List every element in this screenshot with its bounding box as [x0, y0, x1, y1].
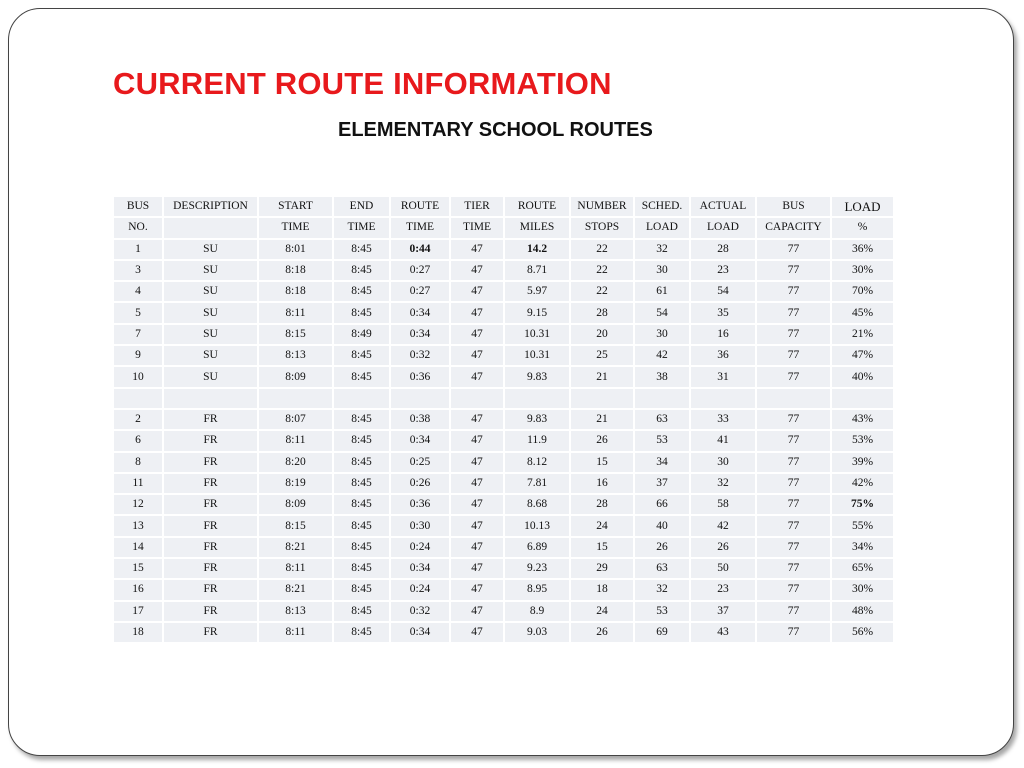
table-cell: 0:27	[391, 282, 449, 301]
table-cell: 25	[571, 346, 633, 365]
table-cell: 9.03	[505, 623, 569, 642]
table-cell: TIER	[451, 197, 503, 216]
table-cell: 28	[691, 240, 755, 259]
table-cell: 37	[691, 602, 755, 621]
table-cell: 15	[571, 453, 633, 472]
table-cell: 8:45	[334, 303, 389, 322]
table-cell: 77	[757, 559, 830, 578]
table-cell: 63	[635, 410, 689, 429]
table-cell: 8:18	[259, 282, 332, 301]
table-cell: 77	[757, 367, 830, 386]
table-cell: 66	[635, 495, 689, 514]
table-cell: 32	[635, 240, 689, 259]
table-cell: 0:24	[391, 538, 449, 557]
table-cell: 47	[451, 431, 503, 450]
table-cell: 24	[571, 602, 633, 621]
table-cell: 10.31	[505, 346, 569, 365]
table-separator-row	[114, 389, 893, 408]
table-cell: 47	[451, 410, 503, 429]
table-cell: 10	[114, 367, 162, 386]
table-cell: LOAD	[832, 197, 893, 216]
table-cell: FR	[164, 431, 257, 450]
table-cell-empty	[691, 389, 755, 408]
table-cell: 26	[635, 538, 689, 557]
table-row	[114, 410, 893, 429]
table-cell: FR	[164, 453, 257, 472]
table-cell: 47	[451, 367, 503, 386]
table-cell: 8:15	[259, 516, 332, 535]
table-cell: 11.9	[505, 431, 569, 450]
table-cell: 14.2	[505, 240, 569, 259]
table-cell: 50	[691, 559, 755, 578]
table-cell: 8:45	[334, 559, 389, 578]
table-header-row	[114, 218, 893, 237]
table-cell: 0:38	[391, 410, 449, 429]
table-cell: 47	[451, 474, 503, 493]
table-cell: 47	[451, 602, 503, 621]
table-cell: 54	[691, 282, 755, 301]
table-cell: FR	[164, 602, 257, 621]
table-cell: 77	[757, 410, 830, 429]
table-cell: 8:11	[259, 303, 332, 322]
table-cell: 0:30	[391, 516, 449, 535]
table-cell: 28	[571, 303, 633, 322]
table-cell: 8:11	[259, 623, 332, 642]
table-cell: SU	[164, 346, 257, 365]
table-cell: 47	[451, 559, 503, 578]
table-cell: 47	[451, 325, 503, 344]
table-cell: 0:25	[391, 453, 449, 472]
table-cell: NO.	[114, 218, 162, 237]
table-row	[114, 346, 893, 365]
table-cell: TIME	[451, 218, 503, 237]
table-cell: 54	[635, 303, 689, 322]
table-cell: 77	[757, 303, 830, 322]
table-cell-empty	[571, 389, 633, 408]
table-cell: 0:24	[391, 580, 449, 599]
table-cell: 47	[451, 282, 503, 301]
table-cell: 8:09	[259, 367, 332, 386]
table-cell: TIME	[391, 218, 449, 237]
table-row	[114, 431, 893, 450]
table-cell: 75%	[832, 495, 893, 514]
table-cell-empty	[635, 389, 689, 408]
table-cell: 23	[691, 580, 755, 599]
table-cell: 70%	[832, 282, 893, 301]
table-row	[114, 516, 893, 535]
table-cell: 53	[635, 602, 689, 621]
table-cell: 16	[571, 474, 633, 493]
table-cell: 0:34	[391, 623, 449, 642]
table-cell: 34	[635, 453, 689, 472]
table-row	[114, 559, 893, 578]
table-cell-empty	[451, 389, 503, 408]
table-cell: 8:45	[334, 516, 389, 535]
table-cell: START	[259, 197, 332, 216]
table-cell: 9.83	[505, 367, 569, 386]
table-cell: 0:27	[391, 261, 449, 280]
table-row	[114, 538, 893, 557]
table-row	[114, 453, 893, 472]
table-cell: 8:09	[259, 495, 332, 514]
table-cell: SU	[164, 325, 257, 344]
table-cell: 0:36	[391, 495, 449, 514]
table-cell: 8:45	[334, 538, 389, 557]
table-cell: 77	[757, 240, 830, 259]
table-cell: 58	[691, 495, 755, 514]
table-cell: 31	[691, 367, 755, 386]
table-cell: 8:45	[334, 410, 389, 429]
table-cell: 77	[757, 453, 830, 472]
table-row	[114, 367, 893, 386]
table-cell: 77	[757, 261, 830, 280]
table-cell-empty	[114, 389, 162, 408]
table-cell: FR	[164, 623, 257, 642]
table-cell-empty	[391, 389, 449, 408]
table-cell-empty	[164, 389, 257, 408]
table-cell: 47	[451, 346, 503, 365]
table-cell: 2	[114, 410, 162, 429]
table-cell: 8:45	[334, 346, 389, 365]
table-cell: LOAD	[635, 218, 689, 237]
table-cell: 20	[571, 325, 633, 344]
table-row	[114, 303, 893, 322]
table-cell: 1	[114, 240, 162, 259]
table-cell: 47	[451, 453, 503, 472]
table-cell: 21%	[832, 325, 893, 344]
table-cell: 39%	[832, 453, 893, 472]
table-cell: DESCRIPTION	[164, 197, 257, 216]
table-cell: 8:45	[334, 495, 389, 514]
table-cell: 14	[114, 538, 162, 557]
table-cell: FR	[164, 559, 257, 578]
table-cell: SU	[164, 282, 257, 301]
table-cell: 77	[757, 282, 830, 301]
table-cell: FR	[164, 495, 257, 514]
table-cell: 8:45	[334, 261, 389, 280]
table-cell: LOAD	[691, 218, 755, 237]
table-cell: 48%	[832, 602, 893, 621]
table-row	[114, 580, 893, 599]
table-cell: 8.71	[505, 261, 569, 280]
table-cell: 8.12	[505, 453, 569, 472]
table-cell: 61	[635, 282, 689, 301]
table-cell: 53	[635, 431, 689, 450]
table-cell: 8:13	[259, 602, 332, 621]
table-cell-empty	[259, 389, 332, 408]
table-cell: 35	[691, 303, 755, 322]
table-cell: 47%	[832, 346, 893, 365]
table-cell: 5.97	[505, 282, 569, 301]
table-row	[114, 240, 893, 259]
table-cell: 8:21	[259, 580, 332, 599]
table-cell: 24	[571, 516, 633, 535]
table-cell: SU	[164, 240, 257, 259]
table-cell: 5	[114, 303, 162, 322]
table-cell: 8:19	[259, 474, 332, 493]
table-cell: BUS	[114, 197, 162, 216]
table-cell: NUMBER	[571, 197, 633, 216]
table-cell: 8:45	[334, 453, 389, 472]
table-cell: 65%	[832, 559, 893, 578]
table-cell: FR	[164, 410, 257, 429]
table-header-row	[114, 197, 893, 216]
table-cell: SCHED.	[635, 197, 689, 216]
table-cell: 34%	[832, 538, 893, 557]
table-cell: 18	[114, 623, 162, 642]
table-cell: 21	[571, 367, 633, 386]
table-cell: 30	[691, 453, 755, 472]
table-cell: TIME	[334, 218, 389, 237]
table-cell: 4	[114, 282, 162, 301]
table-cell: 6.89	[505, 538, 569, 557]
table-cell-empty	[757, 389, 830, 408]
table-row	[114, 623, 893, 642]
table-cell: TIME	[259, 218, 332, 237]
table-cell: ROUTE	[391, 197, 449, 216]
table-cell: 8:21	[259, 538, 332, 557]
table-cell: 10.13	[505, 516, 569, 535]
table-cell: 77	[757, 474, 830, 493]
table-cell: 8:11	[259, 559, 332, 578]
table-cell: 11	[114, 474, 162, 493]
table-cell: 30%	[832, 580, 893, 599]
table-cell: 47	[451, 240, 503, 259]
table-cell: 42	[635, 346, 689, 365]
table-cell: 41	[691, 431, 755, 450]
table-cell: 8:11	[259, 431, 332, 450]
table-cell: 8	[114, 453, 162, 472]
table-cell: 8:13	[259, 346, 332, 365]
table-cell: FR	[164, 474, 257, 493]
table-cell: 9	[114, 346, 162, 365]
table-cell: 0:34	[391, 431, 449, 450]
table-cell: 8:18	[259, 261, 332, 280]
table-cell: 16	[691, 325, 755, 344]
table-cell-empty	[832, 389, 893, 408]
table-cell: 47	[451, 580, 503, 599]
table-cell: 3	[114, 261, 162, 280]
table-cell: 8:45	[334, 623, 389, 642]
table-cell: 77	[757, 580, 830, 599]
table-cell: FR	[164, 538, 257, 557]
table-cell: 12	[114, 495, 162, 514]
table-cell: 13	[114, 516, 162, 535]
table-cell: 7.81	[505, 474, 569, 493]
table-cell: SU	[164, 367, 257, 386]
table-cell: 26	[571, 623, 633, 642]
table-cell: 47	[451, 495, 503, 514]
table-row	[114, 474, 893, 493]
table-cell: 0:34	[391, 559, 449, 578]
table-cell: 45%	[832, 303, 893, 322]
table-cell: 18	[571, 580, 633, 599]
table-row	[114, 495, 893, 514]
table-cell: 47	[451, 623, 503, 642]
table-cell: 56%	[832, 623, 893, 642]
table-row	[114, 602, 893, 621]
table-cell: END	[334, 197, 389, 216]
table-cell-empty	[505, 389, 569, 408]
table-cell: 8:07	[259, 410, 332, 429]
table-cell: 8:45	[334, 367, 389, 386]
table-cell: 15	[114, 559, 162, 578]
table-cell: 63	[635, 559, 689, 578]
table-cell: 42	[691, 516, 755, 535]
table-cell: 0:34	[391, 325, 449, 344]
table-cell: 8:01	[259, 240, 332, 259]
table-cell: 7	[114, 325, 162, 344]
table-cell: 21	[571, 410, 633, 429]
table-cell: 28	[571, 495, 633, 514]
table-cell: 16	[114, 580, 162, 599]
table-cell: 0:26	[391, 474, 449, 493]
table-cell: 77	[757, 325, 830, 344]
table-cell: 22	[571, 261, 633, 280]
table-cell: 6	[114, 431, 162, 450]
table-cell: 22	[571, 240, 633, 259]
table-cell: 22	[571, 282, 633, 301]
table-cell: 40	[635, 516, 689, 535]
table-cell: 33	[691, 410, 755, 429]
table-cell: 8:15	[259, 325, 332, 344]
table-cell: 36	[691, 346, 755, 365]
table-cell: 77	[757, 495, 830, 514]
table-cell: 47	[451, 516, 503, 535]
table-cell: 30%	[832, 261, 893, 280]
table-cell: STOPS	[571, 218, 633, 237]
table-cell: 77	[757, 623, 830, 642]
table-cell: 23	[691, 261, 755, 280]
table-cell: 8:45	[334, 240, 389, 259]
table-cell: 43	[691, 623, 755, 642]
table-cell: 69	[635, 623, 689, 642]
table-cell-empty	[334, 389, 389, 408]
table-cell: 15	[571, 538, 633, 557]
table-cell: 47	[451, 538, 503, 557]
table-cell: %	[832, 218, 893, 237]
table-cell: 0:44	[391, 240, 449, 259]
table-cell: FR	[164, 580, 257, 599]
table-cell: 47	[451, 261, 503, 280]
table-cell: 0:32	[391, 602, 449, 621]
table-cell: 77	[757, 431, 830, 450]
table-cell: 8.68	[505, 495, 569, 514]
table-cell: 32	[635, 580, 689, 599]
table-cell: 8:45	[334, 474, 389, 493]
table-cell: 43%	[832, 410, 893, 429]
table-cell: 36%	[832, 240, 893, 259]
page-subtitle: ELEMENTARY SCHOOL ROUTES	[338, 119, 653, 141]
table-cell: 8.95	[505, 580, 569, 599]
table-cell	[164, 218, 257, 237]
table-cell: 0:32	[391, 346, 449, 365]
table-cell: FR	[164, 516, 257, 535]
table-cell: 9.83	[505, 410, 569, 429]
table-row	[114, 282, 893, 301]
table-cell: 37	[635, 474, 689, 493]
table-cell: 30	[635, 261, 689, 280]
table-cell: 42%	[832, 474, 893, 493]
table-cell: MILES	[505, 218, 569, 237]
table-cell: 47	[451, 303, 503, 322]
table-cell: 38	[635, 367, 689, 386]
table-cell: 77	[757, 346, 830, 365]
table-cell: 0:34	[391, 303, 449, 322]
table-cell: 40%	[832, 367, 893, 386]
table-cell: CAPACITY	[757, 218, 830, 237]
page-title: CURRENT ROUTE INFORMATION	[113, 66, 612, 101]
table-cell: 8:45	[334, 602, 389, 621]
table-cell: 30	[635, 325, 689, 344]
table-cell: 55%	[832, 516, 893, 535]
table-cell: SU	[164, 261, 257, 280]
table-cell: 8:45	[334, 431, 389, 450]
table-cell: 9.23	[505, 559, 569, 578]
table-cell: BUS	[757, 197, 830, 216]
table-cell: ACTUAL	[691, 197, 755, 216]
table-row	[114, 261, 893, 280]
table-cell: 32	[691, 474, 755, 493]
table-cell: 8:20	[259, 453, 332, 472]
table-cell: 77	[757, 602, 830, 621]
table-cell: 29	[571, 559, 633, 578]
table-cell: ROUTE	[505, 197, 569, 216]
route-table	[112, 195, 895, 644]
table-cell: 8:45	[334, 580, 389, 599]
table-cell: 17	[114, 602, 162, 621]
table-cell: 10.31	[505, 325, 569, 344]
table-cell: 0:36	[391, 367, 449, 386]
table-cell: 8:45	[334, 282, 389, 301]
table-row	[114, 325, 893, 344]
table-cell: 77	[757, 538, 830, 557]
table-cell: 26	[691, 538, 755, 557]
table-cell: 26	[571, 431, 633, 450]
table-cell: SU	[164, 303, 257, 322]
table-cell: 53%	[832, 431, 893, 450]
table-cell: 8.9	[505, 602, 569, 621]
table-cell: 9.15	[505, 303, 569, 322]
table-cell: 77	[757, 516, 830, 535]
table-cell: 8:49	[334, 325, 389, 344]
